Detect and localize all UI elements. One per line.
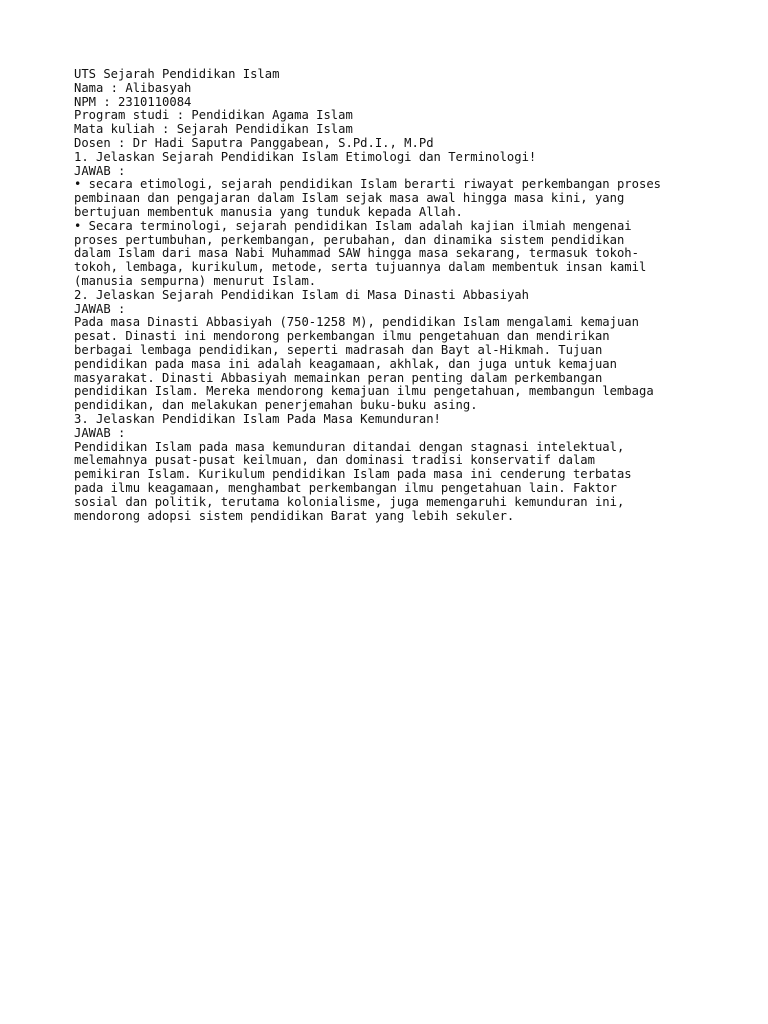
answer-1-line: bertujuan membentuk manusia yang tunduk kepada Allah.	[74, 204, 463, 219]
answer-3-line: mendorong adopsi sistem pendidikan Barat yang lebih sekuler.	[74, 508, 515, 523]
answer-label-3: JAWAB :	[74, 425, 126, 440]
question-2: 2. Jelaskan Sejarah Pendidikan Islam di Masa Dinasti Abbasiyah	[74, 287, 529, 302]
answer-3-line: sosial dan politik, terutama kolonialisme, juga memengaruhi kemunduran ini,	[74, 494, 625, 509]
answer-2-line: pendidikan Islam. Mereka mendorong kemajuan ilmu pengetahuan, membangun lembaga	[74, 384, 654, 399]
answer-1-line: pembinaan dan pengajaran dalam Islam sejak masa awal hingga masa kini, yang	[74, 191, 625, 206]
answer-2-line: berbagai lembaga pendidikan, seperti madrasah dan Bayt al-Hikmah. Tujuan	[74, 342, 603, 357]
question-1: 1. Jelaskan Sejarah Pendidikan Islam Etimologi dan Terminologi!	[74, 149, 537, 164]
answer-2-line: pesat. Dinasti ini mendorong perkembangan ilmu pengetahuan dan mendirikan	[74, 329, 610, 344]
document-text	[74, 68, 734, 523]
answer-3-line: pada ilmu keagamaan, menghambat perkembangan ilmu pengetahuan lain. Faktor	[74, 480, 617, 495]
answer-1-line: • secara etimologi, sejarah pendidikan Islam berarti riwayat perkembangan proses	[74, 177, 661, 192]
answer-3-line: pemikiran Islam. Kurikulum pendidikan Islam pada masa ini cenderung terbatas	[74, 467, 632, 482]
answer-label-1: JAWAB :	[74, 163, 126, 178]
answer-1-line: • Secara terminologi, sejarah pendidikan Islam adalah kajian ilmiah mengenai	[74, 218, 632, 233]
answer-2-line: pendidikan pada masa ini adalah keagamaan, akhlak, dan juga untuk kemajuan	[74, 356, 617, 371]
answer-label-2: JAWAB :	[74, 301, 126, 316]
student-name: Nama : Alibasyah	[74, 80, 192, 95]
course-name: Mata kuliah : Sejarah Pendidikan Islam	[74, 122, 353, 137]
answer-2-line: masyarakat. Dinasti Abbasiyah memainkan peran penting dalam perkembangan	[74, 370, 603, 385]
study-program: Program studi : Pendidikan Agama Islam	[74, 108, 353, 123]
answer-1-line: dalam Islam dari masa Nabi Muhammad SAW hingga masa sekarang, termasuk tokoh-	[74, 246, 639, 261]
answer-2-line: pendidikan, dan melakukan penerjemahan buku-buku asing.	[74, 398, 478, 413]
answer-1-line: tokoh, lembaga, kurikulum, metode, serta tujuannya dalam membentuk insan kamil	[74, 260, 647, 275]
answer-3-line: Pendidikan Islam pada masa kemunduran ditandai dengan stagnasi intelektual,	[74, 439, 625, 454]
answer-1-line: (manusia sempurna) menurut Islam.	[74, 273, 317, 288]
answer-1-line: proses pertumbuhan, perkembangan, perubahan, dan dinamika sistem pendidikan	[74, 232, 625, 247]
answer-2-line: Pada masa Dinasti Abbasiyah (750-1258 M), pendidikan Islam mengalami kemajuan	[74, 315, 639, 330]
answer-3-line: melemahnya pusat-pusat keilmuan, dan dominasi tradisi konservatif dalam	[74, 453, 595, 468]
student-npm: NPM : 2310110084	[74, 94, 192, 109]
document-title: UTS Sejarah Pendidikan Islam	[74, 67, 280, 81]
lecturer-name: Dosen : Dr Hadi Saputra Panggabean, S.Pd.I., M.Pd	[74, 135, 434, 150]
question-3: 3. Jelaskan Pendidikan Islam Pada Masa Kemunduran!	[74, 411, 441, 426]
